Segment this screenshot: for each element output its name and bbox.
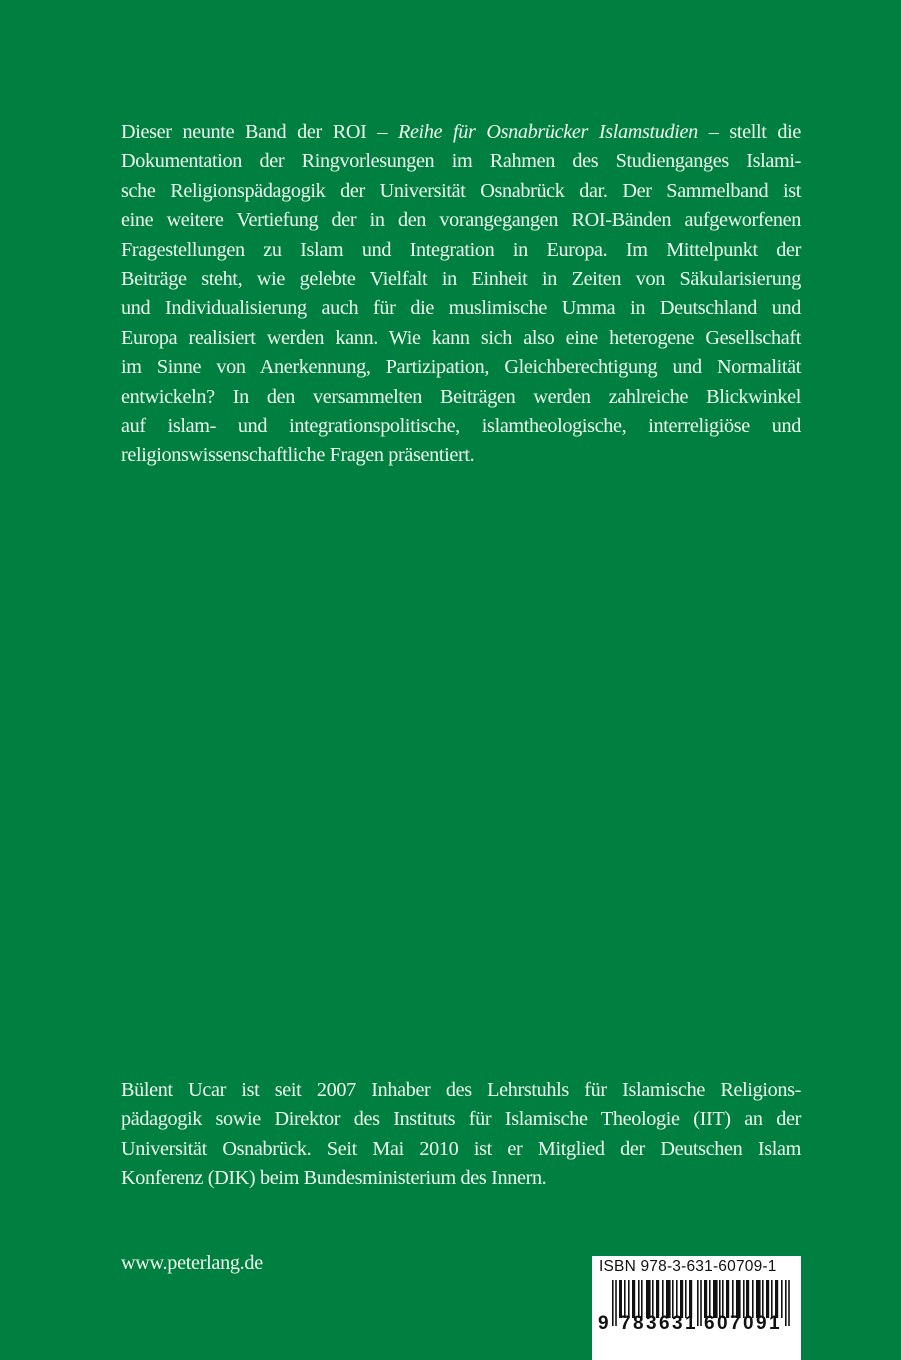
blurb-line: Fragestellungen zu Islam und Integration in Europa. Im Mittelpunkt der (121, 238, 801, 261)
barcode-digit: 1 (685, 1313, 696, 1334)
bio-line: Konferenz (DIK) beim Bundesministerium des Innern. (121, 1167, 547, 1190)
barcode-digit: 3 (672, 1313, 683, 1334)
isbn-barcode (592, 1256, 801, 1360)
barcode-digit: 6 (704, 1313, 715, 1334)
blurb-line: auf islam- und integrationspolitische, islamtheologische, interreligiöse und (121, 415, 801, 438)
barcode-digits (598, 1313, 796, 1335)
barcode-digit: 8 (633, 1313, 644, 1334)
blurb-line: sche Religionspädagogik der Universität Osnabrück dar. Der Sammelband ist (121, 179, 801, 202)
blurb-paragraph (121, 118, 801, 471)
barcode-digit: 9 (598, 1313, 609, 1334)
blurb-line: im Sinne von Anerkennung, Partizipation, Gleichberechtigung und Normalität (121, 356, 801, 379)
barcode-digit: 0 (743, 1313, 754, 1334)
blurb-line: Dieser neunte Band der ROI – Reihe für Osnabrücker Islamstudien – stellt die (121, 121, 801, 143)
blurb-line: eine weitere Vertiefung der in den vorangegangen ROI-Bänden aufgeworfenen (121, 209, 801, 232)
author-bio (121, 1076, 801, 1194)
barcode-digit: 6 (659, 1313, 670, 1334)
isbn-label: ISBN 978-3-631-60709-1 (599, 1258, 777, 1275)
barcode-digit: 0 (717, 1313, 728, 1334)
blurb-line: Beiträge steht, wie gelebte Vielfalt in Einheit in Zeiten von Säkularisierung (121, 268, 801, 291)
blurb-line: entwickeln? In den versammelten Beiträgen werden zahlreiche Blickwinkel (121, 385, 801, 408)
series-title: Reihe für Osnabrücker Islamstudien (397, 121, 698, 143)
bio-line: Universität Osnabrück. Seit Mai 2010 ist er Mitglied der Deutschen Islam (121, 1137, 801, 1160)
barcode-digit: 9 (756, 1313, 767, 1334)
bio-line: Bülent Ucar ist seit 2007 Inhaber des Lehrstuhls für Islamische Religions- (121, 1079, 801, 1101)
barcode-digit: 7 (620, 1313, 631, 1334)
barcode-digit: 1 (769, 1313, 780, 1334)
blurb-line: Europa realisiert werden kann. Wie kann sich also eine heterogene Gesellschaft (121, 326, 801, 349)
blurb-line: und Individualisierung auch für die muslimische Umma in Deutschland und (121, 297, 801, 320)
blurb-line: religionswissenschaftliche Fragen präsentiert. (121, 444, 475, 467)
blurb-line: Dokumentation der Ringvorlesungen im Rahmen des Studienganges Islami- (121, 150, 801, 173)
barcode-digit: 3 (646, 1313, 657, 1334)
bio-line: pädagogik sowie Direktor des Instituts für Islamische Theologie (IIT) an der (121, 1108, 801, 1131)
barcode-digit: 7 (730, 1313, 741, 1334)
publisher-website[interactable]: www.peterlang.de (121, 1252, 263, 1274)
